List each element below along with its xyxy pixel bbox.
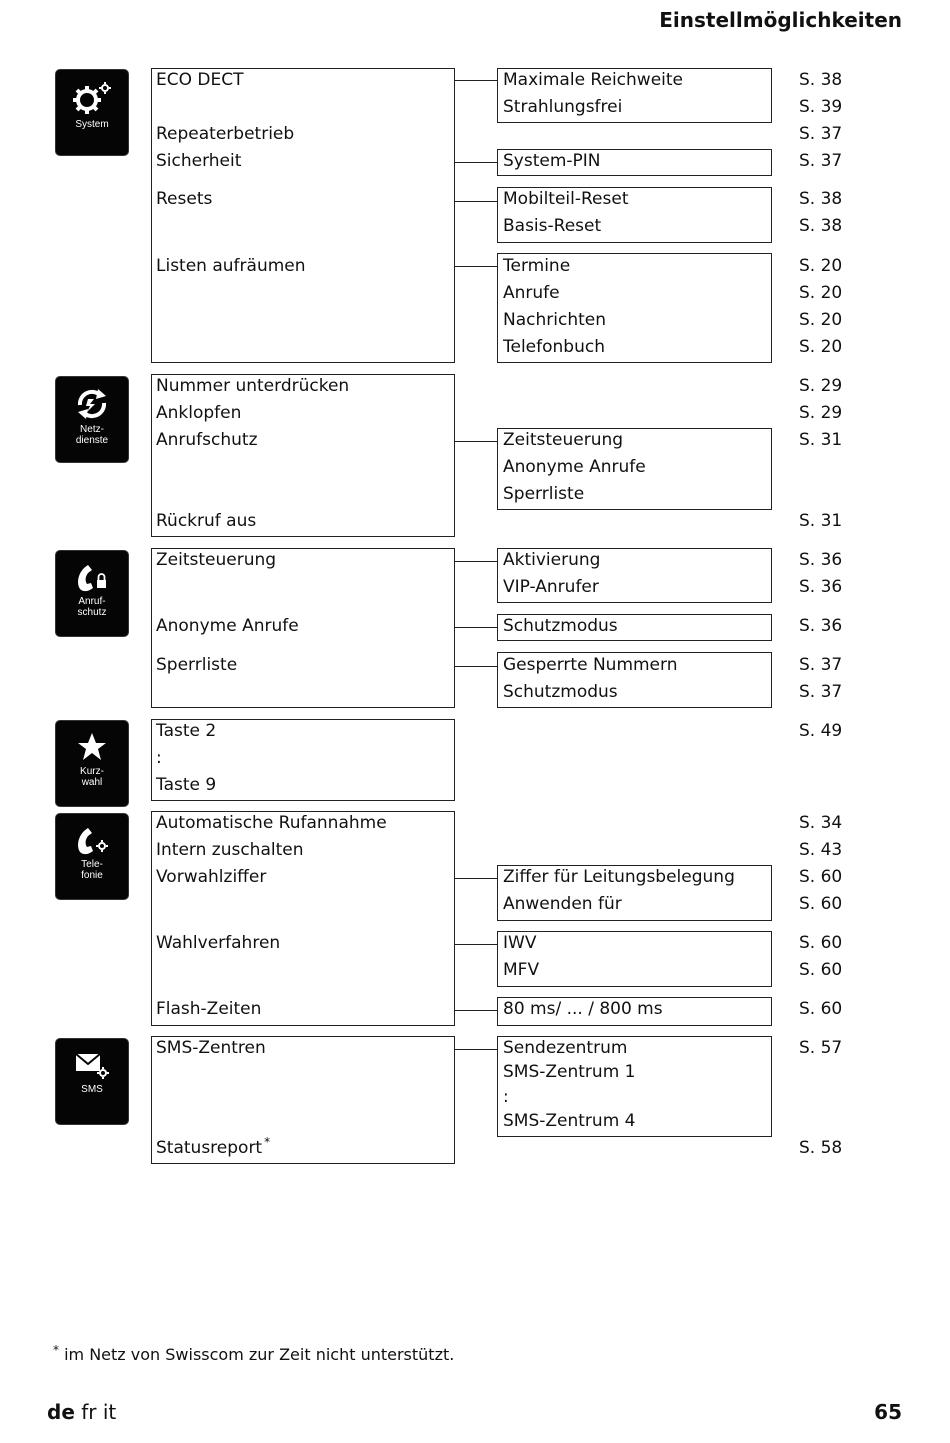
language-selector [47, 1400, 116, 1424]
page-ref: S. 37 [799, 124, 843, 144]
submenu-item[interactable]: Nachrichten [503, 310, 606, 330]
submenu-item[interactable]: Sperrliste [503, 484, 585, 504]
submenu-item[interactable]: Strahlungsfrei [503, 97, 623, 117]
footnote [51, 1342, 455, 1364]
menu-item-rueckruf-aus[interactable]: Rückruf aus [156, 511, 257, 531]
connector-line [455, 878, 498, 879]
page-ref: S. 29 [799, 403, 843, 423]
telefonie-tile [56, 814, 128, 899]
menu-item-resets[interactable]: Resets [156, 189, 213, 209]
page-ref: S. 37 [799, 682, 843, 702]
connector-line [455, 561, 498, 562]
page-ref: S. 36 [799, 577, 843, 597]
connector-line [455, 162, 498, 163]
submenu-item[interactable]: Schutzmodus [503, 616, 618, 636]
submenu-item[interactable]: Schutzmodus [503, 682, 618, 702]
submenu-item[interactable]: Anwenden für [503, 894, 622, 914]
kurzwahl-label: Kurz- wahl [80, 766, 104, 788]
page-ref: S. 60 [799, 933, 843, 953]
netzdienste-label: Netz- dienste [75, 424, 109, 446]
submenu-item[interactable]: 80 ms/ ... / 800 ms [503, 999, 663, 1019]
submenu-item[interactable]: Ziffer für Leitungsbelegung [503, 867, 735, 887]
menu-item-flash-zeiten[interactable]: Flash-Zeiten [156, 999, 262, 1019]
connector-line [455, 80, 498, 81]
page-ref: S. 38 [799, 70, 843, 90]
kurzwahl-tile [56, 721, 128, 806]
submenu-item-ellipsis: : [503, 1087, 509, 1107]
menu-item-statusreport[interactable] [156, 1135, 271, 1158]
menu-item-vorwahlziffer[interactable]: Vorwahlziffer [156, 867, 267, 887]
page-ref: S. 57 [799, 1038, 843, 1058]
menu-item-anrufschutz[interactable]: Anrufschutz [156, 430, 258, 450]
network-services-icon [74, 387, 110, 421]
menu-item-wahlverfahren[interactable]: Wahlverfahren [156, 933, 281, 953]
page-title: Einstellmöglichkeiten [659, 8, 902, 32]
page-ref: S. 31 [799, 511, 843, 531]
submenu-item[interactable]: Maximale Reichweite [503, 70, 683, 90]
footnote-star: * [53, 1342, 59, 1357]
page-ref: S. 60 [799, 960, 843, 980]
page-ref: S. 34 [799, 813, 843, 833]
menu-item-anonyme-anrufe[interactable]: Anonyme Anrufe [156, 616, 299, 636]
page-ref: S. 39 [799, 97, 843, 117]
submenu-item[interactable]: Sendezentrum [503, 1038, 628, 1058]
menu-item-sperrliste[interactable]: Sperrliste [156, 655, 238, 675]
footnote-text: im Netz von Swisscom zur Zeit nicht unterstützt. [64, 1345, 455, 1364]
submenu-item[interactable]: IWV [503, 933, 537, 953]
netzdienste-tile [56, 377, 128, 462]
connector-line [455, 441, 498, 442]
submenu-item[interactable]: Termine [503, 256, 571, 276]
submenu-item[interactable]: System-PIN [503, 151, 601, 171]
menu-item-ellipsis: : [156, 748, 162, 768]
connector-line [455, 1010, 498, 1011]
connector-line [455, 944, 498, 945]
telefonie-label: Tele- fonie [81, 859, 103, 881]
page-ref: S. 37 [799, 655, 843, 675]
page-ref: S. 20 [799, 310, 843, 330]
menu-item-sicherheit[interactable]: Sicherheit [156, 151, 242, 171]
anrufschutz-label: Anruf- schutz [77, 596, 107, 618]
menu-item-eco-dect[interactable]: ECO DECT [156, 70, 244, 90]
menu-item-repeaterbetrieb[interactable]: Repeaterbetrieb [156, 124, 295, 144]
submenu-item[interactable]: Mobilteil-Reset [503, 189, 629, 209]
menu-item-intern-zuschalten[interactable]: Intern zuschalten [156, 840, 304, 860]
menu-item-listen-aufraeumen[interactable]: Listen aufräumen [156, 256, 306, 276]
system-tile [56, 70, 128, 155]
connector-line [455, 266, 498, 267]
page-ref: S. 20 [799, 256, 843, 276]
footnote-mark: * [264, 1135, 271, 1150]
menu-item-taste-9[interactable]: Taste 9 [156, 775, 217, 795]
envelope-gear-icon [73, 1049, 111, 1081]
language-current[interactable]: de [47, 1400, 75, 1424]
page-ref: S. 37 [799, 151, 843, 171]
submenu-item[interactable]: Anrufe [503, 283, 560, 303]
gear-icon [71, 80, 113, 116]
page-ref: S. 36 [799, 616, 843, 636]
page-ref: S. 38 [799, 216, 843, 236]
submenu-item[interactable]: Telefonbuch [503, 337, 605, 357]
page-ref: S. 31 [799, 430, 843, 450]
language-others[interactable]: fr it [81, 1400, 117, 1424]
page-ref: S. 20 [799, 337, 843, 357]
submenu-item[interactable]: SMS-Zentrum 4 [503, 1111, 636, 1131]
connector-line [455, 627, 498, 628]
phone-gear-icon [74, 824, 110, 856]
page-ref: S. 20 [799, 283, 843, 303]
connector-line [455, 201, 498, 202]
submenu-item[interactable]: Gesperrte Nummern [503, 655, 678, 675]
phone-lock-icon [74, 561, 110, 593]
submenu-item[interactable]: VIP-Anrufer [503, 577, 599, 597]
anrufschutz-tile [56, 551, 128, 636]
page-ref: S. 60 [799, 894, 843, 914]
submenu-item[interactable]: Basis-Reset [503, 216, 602, 236]
page-ref: S. 38 [799, 189, 843, 209]
page-ref: S. 43 [799, 840, 843, 860]
menu-item-sms-zentren[interactable]: SMS-Zentren [156, 1038, 266, 1058]
menu-item-taste-2[interactable]: Taste 2 [156, 721, 217, 741]
submenu-item[interactable]: Zeitsteuerung [503, 430, 624, 450]
page-ref: S. 60 [799, 867, 843, 887]
submenu-item[interactable]: SMS-Zentrum 1 [503, 1062, 636, 1082]
submenu-item[interactable]: Anonyme Anrufe [503, 457, 646, 477]
page-ref: S. 58 [799, 1138, 843, 1158]
page-ref: S. 60 [799, 999, 843, 1019]
system-menu-box [151, 68, 455, 363]
connector-line [455, 1049, 498, 1050]
page-ref: S. 49 [799, 721, 843, 741]
sms-tile [56, 1039, 128, 1124]
connector-line [455, 666, 498, 667]
submenu-item[interactable]: Aktivierung [503, 550, 601, 570]
page-number: 65 [874, 1400, 902, 1424]
sms-label: SMS [81, 1084, 103, 1095]
statusreport-label: Statusreport [156, 1138, 263, 1158]
submenu-item[interactable]: MFV [503, 960, 540, 980]
menu-item-anklopfen[interactable]: Anklopfen [156, 403, 242, 423]
menu-item-nummer-unterdruecken[interactable]: Nummer unterdrücken [156, 376, 350, 396]
menu-item-automatische-rufannahme[interactable]: Automatische Rufannahme [156, 813, 387, 833]
menu-item-zeitsteuerung[interactable]: Zeitsteuerung [156, 550, 277, 570]
page-ref: S. 29 [799, 376, 843, 396]
system-label: System [75, 119, 109, 130]
star-icon [76, 731, 108, 763]
page-ref: S. 36 [799, 550, 843, 570]
